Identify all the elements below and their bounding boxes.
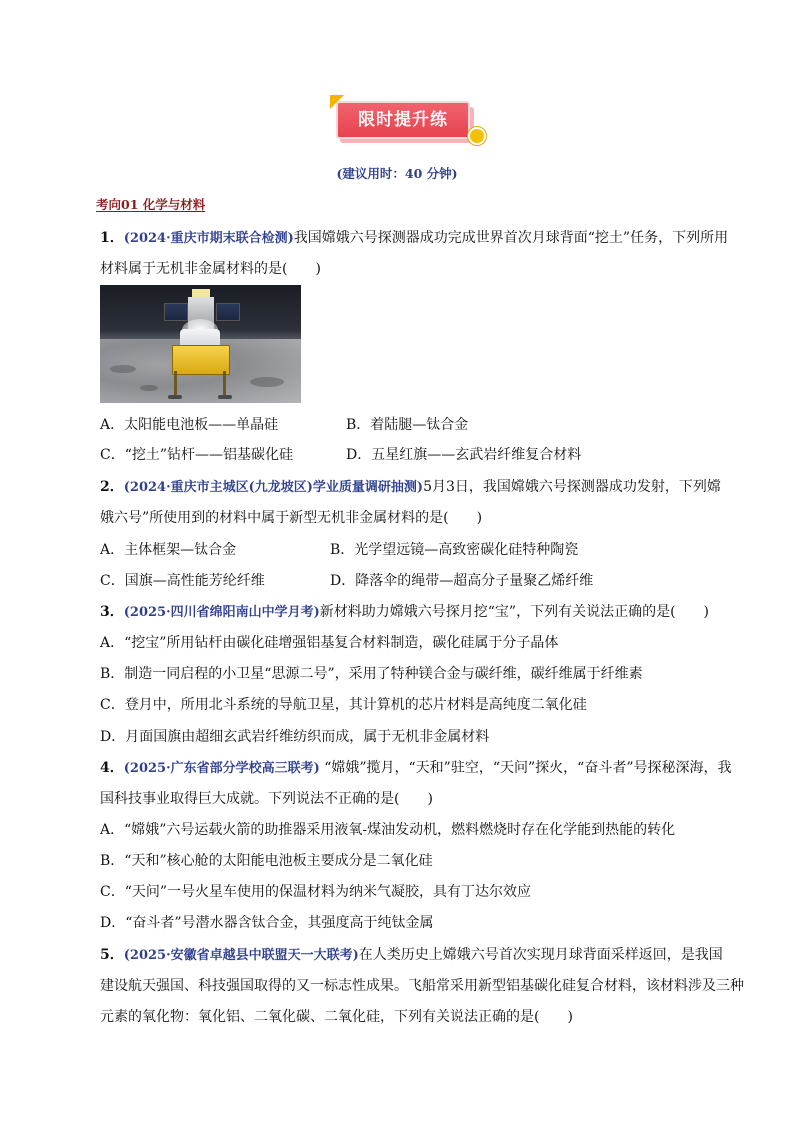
question-1-option-d[interactable]: D．五星红旗——玄武岩纤维复合材料 [346,447,582,463]
question-4-source: (2025·广东省部分学校高三联考) [123,761,320,776]
question-4-number: 4． [100,760,124,776]
question-2-option-a[interactable]: A．主体框架—钛合金 [100,542,237,558]
question-3-number: 3． [100,604,124,620]
question-1-number: 1． [100,230,124,246]
lander-body [172,345,230,375]
question-2-option-c[interactable]: C．国旗—高性能芳纶纤维 [100,573,265,589]
question-2-text: 5月3日，我国嫦娥六号探测器成功发射，下列嫦 [423,479,721,495]
banner-corner-triangle-icon [330,95,344,109]
question-5-line-1 [100,944,723,964]
question-4-option-d[interactable]: D．“奋斗者”号潜水器含钛合金，其强度高于纯钛金属 [100,915,434,931]
solar-panel-right [216,303,240,321]
question-3-option-d[interactable]: D．月面国旗由超细玄武岩纤维纺织而成，属于无机非金属材料 [100,729,490,745]
crater [250,377,284,387]
question-1-source: (2024·重庆市期末联合检测) [123,231,294,246]
question-3-option-c[interactable]: C．登月中，所用北斗系统的导航卫星，其计算机的芯片材料是高纯度二氧化硅 [100,697,587,713]
question-5-source: (2025·安徽省卓越县中联盟天一大联考) [123,948,359,963]
section-banner [336,101,486,149]
question-1-line-1 [100,227,728,247]
question-5-number: 5． [100,947,124,963]
question-2-option-b[interactable]: B．光学望远镜—高致密碳化硅特种陶瓷 [330,542,579,558]
section-title: 考向01 化学与材料 [96,197,206,212]
question-4-option-c[interactable]: C．“天问”一号火星车使用的保温材料为纳米气凝胶，具有丁达尔效应 [100,884,532,900]
question-2-option-d[interactable]: D．降落伞的绳带—超高分子量聚乙烯纤维 [330,573,594,589]
suggested-time: (建议用时：40 分钟) [336,166,458,181]
question-3-source: (2025·四川省绵阳南山中学月考) [123,605,320,620]
banner-title: 限时提升练 [336,101,470,139]
question-1-option-b[interactable]: B．着陆腿—钛合金 [346,417,469,433]
question-5-text: 在人类历史上嫦娥六号首次实现月球背面采样返回，是我国 [358,947,723,963]
crater [140,385,158,391]
question-4-text: “嫦娥”揽月，“天和”驻空，“天问”探火，“奋斗者”号探秘深海，我 [319,760,732,776]
question-4-line-1 [100,757,731,777]
question-5-line-3: 元素的氧化物：氧化铝、二氧化碳、二氧化硅，下列有关说法正确的是( ) [100,1009,573,1025]
banner-dot-icon [468,127,486,145]
question-2-number: 2． [100,479,124,495]
question-4-option-b[interactable]: B．“天和”核心舱的太阳能电池板主要成分是二氧化硅 [100,853,433,869]
lander-foot [168,395,182,399]
question-2-line-2: 娥六号”所使用到的材料中属于新型无机非金属材料的是( ) [100,510,483,526]
lander-photo [100,285,301,403]
crater [110,365,136,373]
solar-panel-left [164,303,188,321]
question-5-line-2: 建设航天强国、科技强国取得的又一标志性成果。飞船常采用新型铝基碳化硅复合材料，该材料涉及三种 [100,978,744,994]
question-1-text: 我国嫦娥六号探测器成功完成世界首次月球背面“挖土”任务，下列所用 [293,230,729,246]
question-1-option-a[interactable]: A．太阳能电池板——单晶硅 [100,417,279,433]
question-2-source: (2024·重庆市主城区(九龙坡区)学业质量调研抽测) [123,480,424,495]
question-3-option-b[interactable]: B．制造一同启程的小卫星“思源二号”，采用了特种镁合金与碳纤维，碳纤维属于纤维素 [100,666,643,682]
question-4-option-a[interactable]: A．“嫦娥”六号运载火箭的助推器采用液氧-煤油发动机，燃料燃烧时存在化学能到热能的转化 [100,822,676,838]
lander-leg [174,371,177,397]
question-1-line-2: 材料属于无机非金属材料的是( ) [100,261,321,277]
question-4-line-2: 国科技事业取得巨大成就。下列说法不正确的是( ) [100,791,433,807]
question-1-option-c[interactable]: C．“挖土”钻杆——铝基碳化硅 [100,447,294,463]
lander-foot [218,395,232,399]
question-3-text: 新材料助力嫦娥六号探月挖“宝”，下列有关说法正确的是( ) [319,604,710,620]
question-2-line-1 [100,476,721,496]
question-3-line-1 [100,601,709,621]
question-3-option-a[interactable]: A．“挖宝”所用钻杆由碳化硅增强铝基复合材料制造，碳化硅属于分子晶体 [100,635,559,651]
lander-leg [223,371,226,397]
